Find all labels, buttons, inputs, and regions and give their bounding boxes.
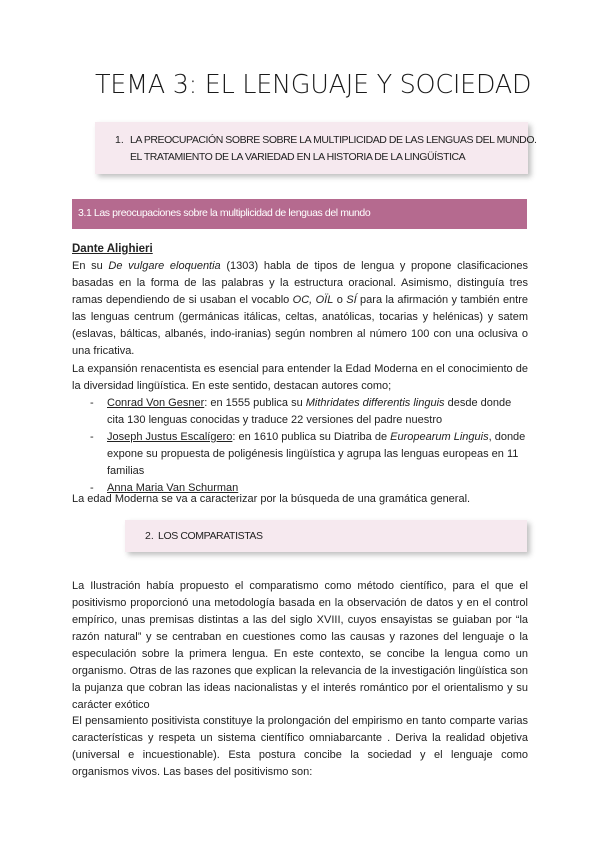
dante-paragraph: En su De vulgare eloquentia (1303) habla de tipos de lengua y propone clasificaciones basadas en la forma de las palabras y la estructura oracional. Asimismo, distinguía tres ramas dependiendo de si usaban el vocablo OC, OÏL o SÍ para la afirmación y también entre las lenguas centrum (germánicas itálicas, celtas, anatólicas, tocarias y helénicas) y satem (eslavas, bálticas, albanés, indo-iranias) según nombren al número 100 con una oclusiva o una fricativa.	[72, 260, 529, 357]
section-1-number: 1.	[115, 134, 124, 146]
dante-heading: Dante Alighieri	[72, 243, 153, 255]
dante-work-title: De vulgare eloquentia	[108, 260, 221, 272]
author-name: Conrad Von Gesner	[107, 397, 205, 409]
section-2-box	[125, 520, 527, 552]
list-item: - Conrad Von Gesner: en 1555 publica su Mithridates differentis linguis desde donde cita 130 lenguas conocidas y traduce 22 versiones del padre nuestro	[72, 395, 528, 429]
page-title: TEMA 3: EL LENGUAJE Y SOCIEDAD	[95, 70, 532, 100]
comparatistas-paragraph-1: La Ilustración había propuesto el comparatismo como método científico, para el que el positivismo proporcionó una metodología basada en la observación de datos y en el control empírico, unas premisas distintas a las del siglo XVIII, cuyos ensayistas se guiaban por “la razón natural” y se centraban en cuestiones como las causas y razones del lenguaje o la especulación sobre la primera lengua. En este contexto, se concibe la lengua como un organismo. Otras de las razones que explican la relevancia de la investigación lingüística son la pujanza que cobran las ideas nacionalistas y el interés romántico por el orientalismo y su carácter exótico	[72, 580, 528, 711]
author-name: Joseph Justus Escalígero	[107, 431, 233, 443]
author-name: Anna Maria Van Schurman	[107, 482, 239, 494]
section-1-title-line-1: LA PREOCUPACIÓN SOBRE SOBRE LA MULTIPLICIDAD DE LAS LENGUAS DEL MUNDO.	[130, 134, 537, 146]
section-2-number: 2.	[145, 530, 154, 542]
section-2-title: LOS COMPARATISTAS	[158, 530, 263, 542]
section-1-title-line-2: EL TRATAMIENTO DE LA VARIEDAD EN LA HISTORIA DE LA LINGÜÍSTICA	[130, 151, 466, 163]
section-1-box	[95, 122, 537, 174]
list-item: - Joseph Justus Escalígero: en 1610 publica su Diatriba de Europearum Linguis, donde expone su propuesta de poligénesis lingüística y agrupa las lenguas europeas en 11 familias	[72, 429, 528, 480]
comparatistas-paragraph-2: El pensamiento positivista constituye la prolongación del empirismo en tanto comparte varias características y respeta un sistema científico omniabarcante . Deriva la realidad objetiva (universal e incuestionable). Esta postura concibe la sociedad y el lenguaje como organismos vivos. Las bases del positivismo son:	[72, 715, 528, 778]
subsection-3-1-title: 3.1 Las preocupaciones sobre la multiplicidad de lenguas del mundo	[78, 207, 371, 219]
subsection-3-1-band	[72, 199, 527, 229]
authors-list	[72, 395, 528, 497]
renaissance-intro: La expansión renacentista es esencial para entender la Edad Moderna en el conocimiento de la diversidad lingüística. En este sentido, destacan autores como;	[72, 363, 528, 392]
renaissance-closing: La edad Moderna se va a caracterizar por la búsqueda de una gramática general.	[72, 493, 471, 505]
